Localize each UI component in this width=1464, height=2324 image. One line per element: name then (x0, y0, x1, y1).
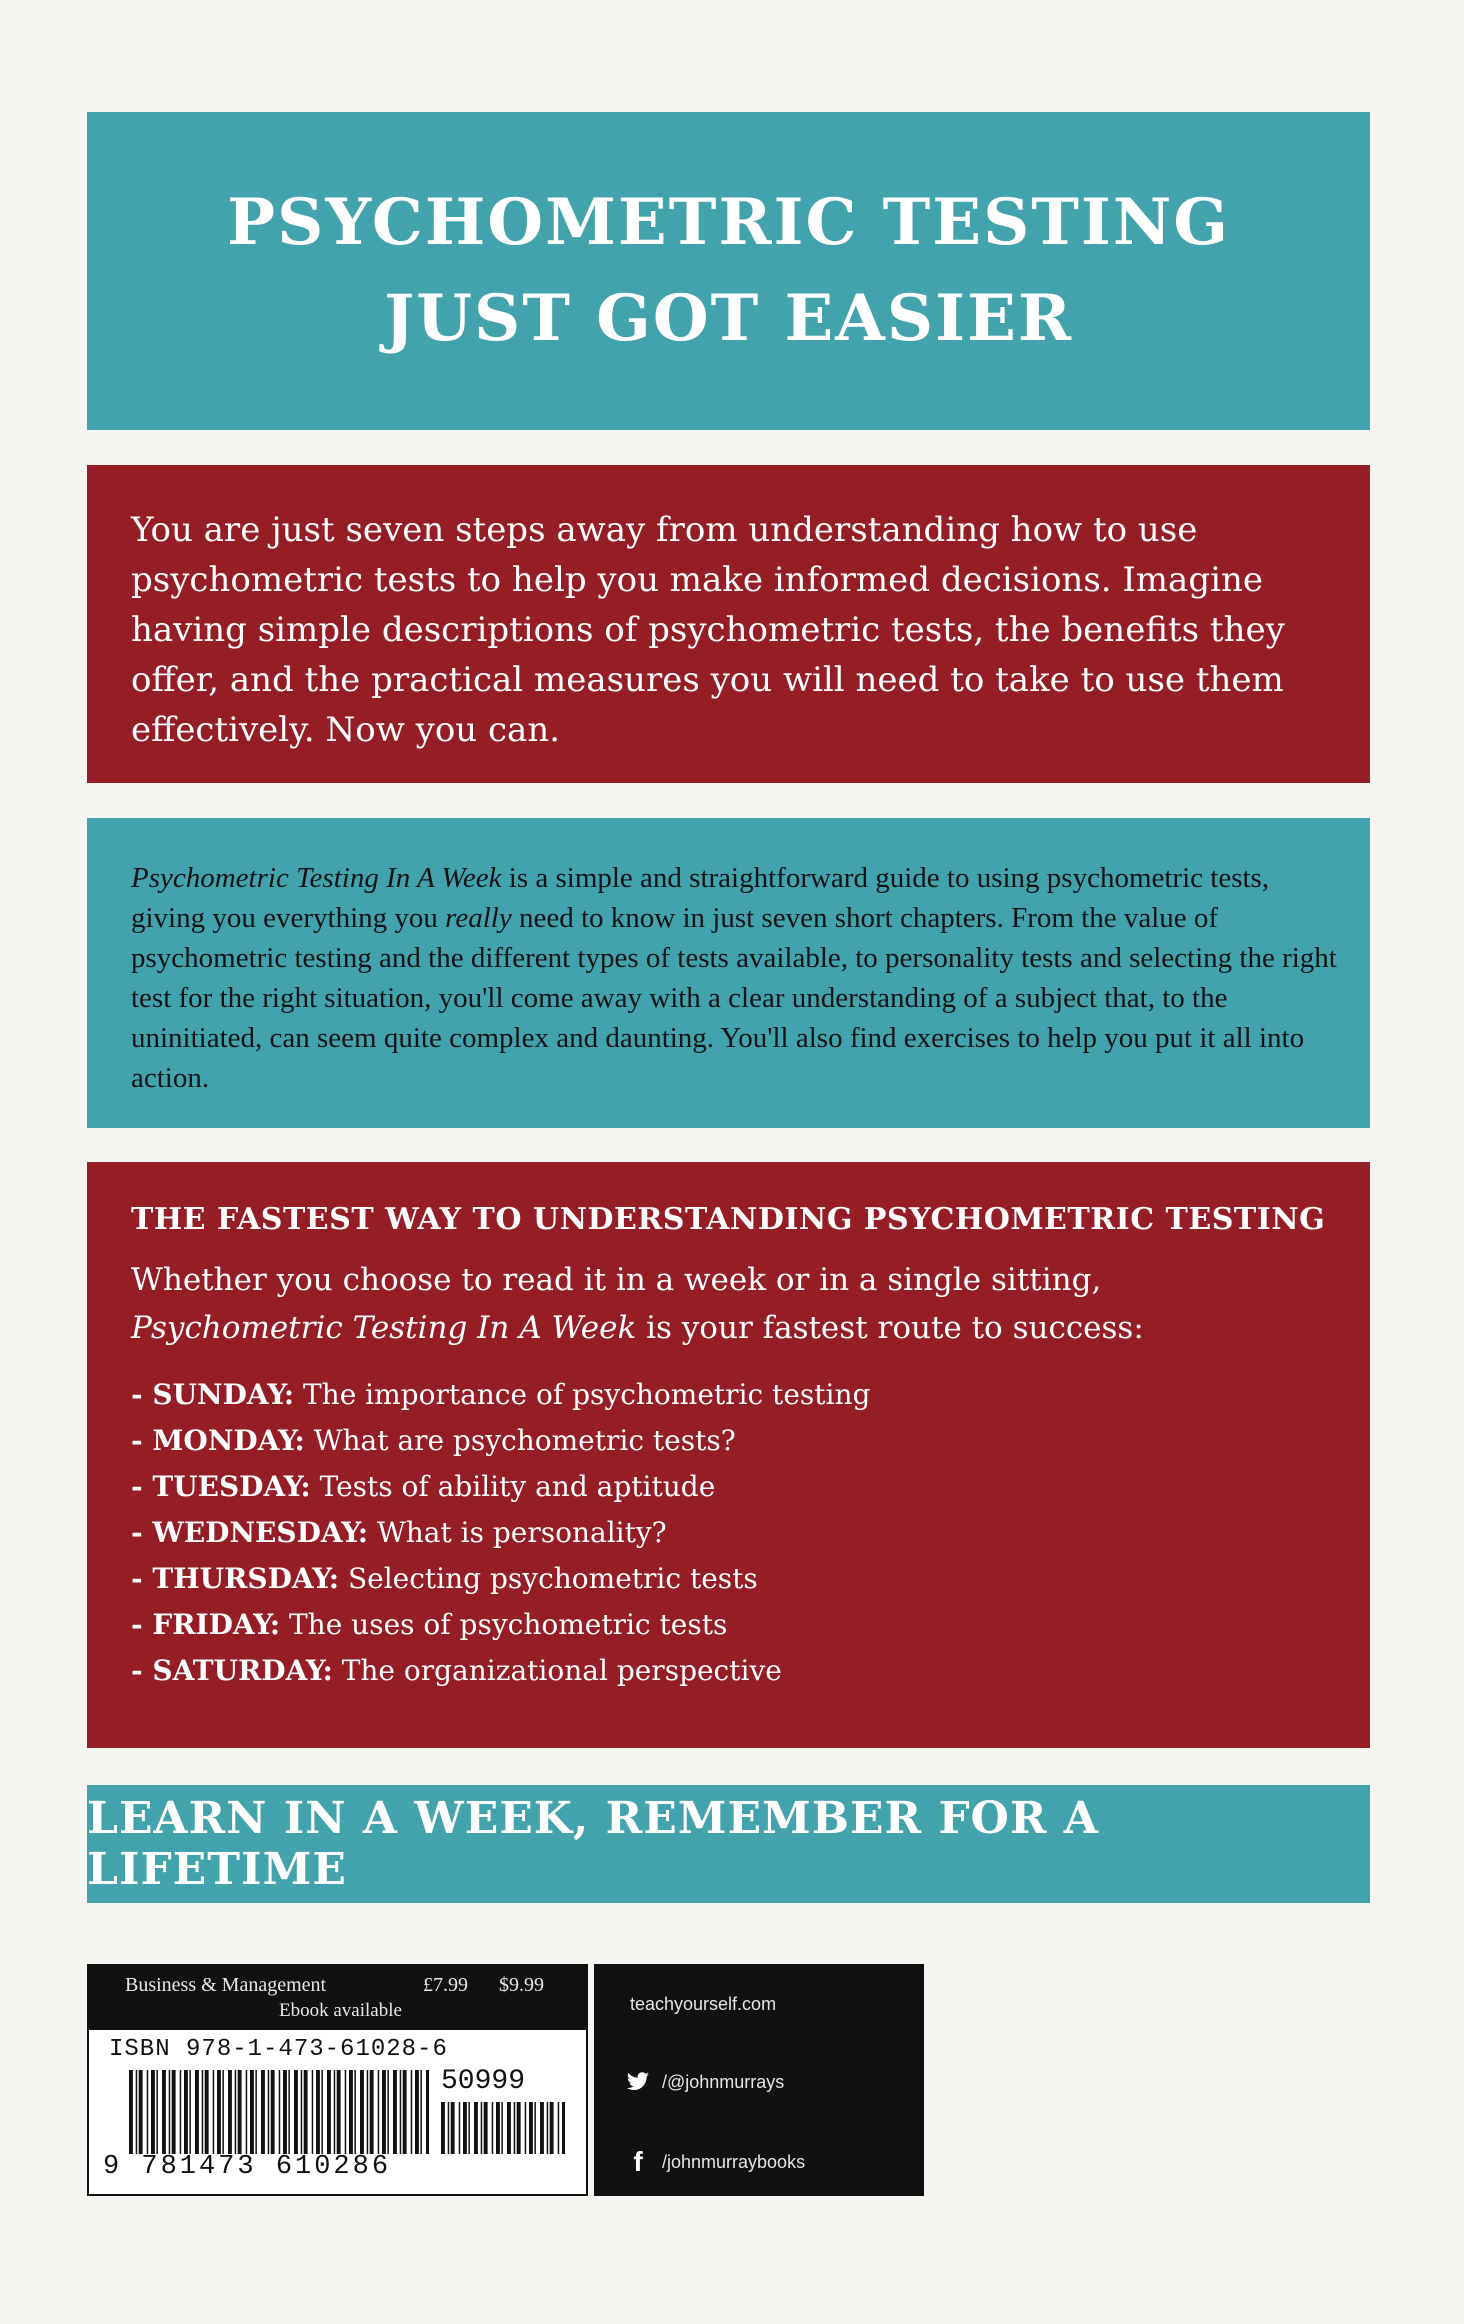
days-intro-part-1: Whether you choose to read it in a week or in a single sitting, (131, 1262, 1102, 1298)
barcode-bar (481, 2102, 483, 2154)
title-line-1: PSYCHOMETRIC TESTING (227, 185, 1230, 260)
barcode-bar (217, 2070, 221, 2154)
days-intro (131, 1256, 1330, 1352)
barcode-bar (156, 2070, 158, 2154)
barcode-bar (235, 2070, 237, 2154)
barcode-bar (304, 2070, 308, 2154)
barcode-bar (279, 2070, 281, 2154)
barcode-bar (334, 2070, 336, 2154)
barcode-bar (345, 2070, 347, 2154)
day-name: - FRIDAY: (131, 1608, 281, 1641)
barcode-bar (316, 2070, 320, 2154)
barcode-bar (448, 2102, 450, 2154)
barcode-bar (496, 2102, 500, 2154)
barcode-bar (514, 2102, 516, 2154)
days-panel (87, 1162, 1370, 1748)
barcode-bar (393, 2070, 397, 2154)
barcode-block (87, 1964, 588, 2196)
day-name: - MONDAY: (131, 1424, 305, 1457)
days-intro-book-title: Psychometric Testing In A Week (131, 1310, 637, 1346)
day-name: - SUNDAY: (131, 1378, 295, 1411)
facebook-f-icon: f (633, 2146, 643, 2177)
barcode-bar (202, 2070, 204, 2154)
day-name: - THURSDAY: (131, 1562, 340, 1595)
barcode-bar (169, 2070, 171, 2154)
day-topic: The importance of psychometric testing (294, 1378, 871, 1411)
website-link[interactable]: teachyourself.com (630, 1994, 777, 2014)
barcode-bar (213, 2070, 215, 2154)
barcode-bar (387, 2070, 389, 2154)
intro-panel (87, 465, 1370, 783)
barcode-bar (195, 2070, 199, 2154)
day-item-saturday (131, 1648, 1330, 1694)
twitter-handle: /@johnmurrays (662, 2071, 785, 2092)
barcode-bar (562, 2102, 565, 2154)
title-line-2: JUST GOT EASIER (383, 281, 1074, 356)
barcode-bar (268, 2070, 270, 2154)
barcode-bar (255, 2070, 257, 2154)
days-intro-part-2: is your fastest route to success: (636, 1310, 1144, 1346)
isbn-label: ISBN 978-1-473-61028-6 (109, 2036, 448, 2063)
barcode-bar (136, 2070, 138, 2154)
barcode-bar (327, 2070, 331, 2154)
barcode-bar (370, 2070, 374, 2154)
barcode-bar (420, 2070, 422, 2154)
barcode-bar (205, 2070, 209, 2154)
barcode-bar (534, 2102, 536, 2154)
barcode-bar (411, 2070, 413, 2154)
barcode-bar (507, 2102, 511, 2154)
description-text (131, 858, 1340, 1098)
barcode-bars (129, 2070, 429, 2154)
barcode-bar (250, 2070, 254, 2154)
barcode-bar (550, 2102, 554, 2154)
barcode-bar (426, 2070, 429, 2154)
price-gbp: £7.99 (423, 1974, 468, 1996)
barcode-bar (321, 2070, 323, 2154)
barcode-bar (492, 2102, 494, 2154)
tagline: LEARN IN A WEEK, REMEMBER FOR A LIFETIME (87, 1793, 1099, 1895)
description-part-2: need to know in just seven short chapters. From the value of psychometric testing and the different types of tests available, to personality tests and selecting the right test for the right situation, you'll come away with a clear understanding of a subject that, to the uninitiated, can seem quite complex and daunting. You'll also find exercises to help you put it all into action. (131, 902, 1337, 1094)
barcode-bar (403, 2070, 407, 2154)
facebook-handle: /johnmurraybooks (662, 2151, 806, 2172)
barcode-bar (246, 2070, 248, 2154)
barcode-bar (337, 2070, 341, 2154)
day-topic: Tests of ability and aptitude (310, 1470, 716, 1503)
barcode-bar (525, 2102, 527, 2154)
barcode-bar (517, 2102, 521, 2154)
barcode-bar (354, 2070, 356, 2154)
days-heading: THE FASTEST WAY TO UNDERSTANDING PSYCHOMETRIC TESTING (131, 1202, 1326, 1237)
barcode-bar (222, 2070, 224, 2154)
barcode-bar (349, 2070, 353, 2154)
barcode-bar (283, 2070, 287, 2154)
day-topic: The uses of psychometric tests (280, 1608, 728, 1641)
barcode-bar (294, 2070, 298, 2154)
day-item-friday (131, 1602, 1330, 1648)
price-strip (89, 1966, 586, 2030)
category-label: Business & Management (125, 1974, 327, 1996)
barcode-bar (378, 2070, 380, 2154)
barcode-bar (501, 2102, 503, 2154)
barcode-bar (400, 2070, 402, 2154)
day-item-monday (131, 1418, 1330, 1464)
day-name: - WEDNESDAY: (131, 1516, 369, 1549)
day-item-thursday (131, 1556, 1330, 1602)
barcode-bar (459, 2102, 461, 2154)
barcode-bar (301, 2070, 303, 2154)
tagline-panel (87, 1785, 1370, 1903)
description-panel (87, 818, 1370, 1128)
days-list (131, 1372, 1330, 1694)
addon-barcode-bars (441, 2102, 565, 2154)
barcode-bar (540, 2102, 544, 2154)
barcode-digits: 9 781473 610286 (103, 2152, 392, 2182)
barcode-bar (529, 2102, 533, 2154)
addon-number: 50999 (441, 2066, 526, 2097)
facebook-row[interactable] (626, 2146, 806, 2177)
barcode-bar (288, 2070, 290, 2154)
barcode-bar (271, 2070, 275, 2154)
barcode-bar (451, 2102, 455, 2154)
barcode-bar (147, 2070, 149, 2154)
description-part-1: is a simple and straightforward guide to using psychometric tests, giving you everything you (131, 862, 1270, 934)
day-topic: The organizational perspective (332, 1654, 782, 1687)
day-item-tuesday (131, 1464, 1330, 1510)
barcode-bar (184, 2070, 188, 2154)
barcode-bar (151, 2070, 155, 2154)
barcode-bar (558, 2102, 560, 2154)
barcode-bar (312, 2070, 314, 2154)
day-item-sunday (131, 1372, 1330, 1418)
price-usd: $9.99 (499, 1974, 544, 1996)
barcode-bar (228, 2070, 232, 2154)
barcode-bar (180, 2070, 182, 2154)
barcode-bar (547, 2102, 549, 2154)
intro-text: You are just seven steps away from understanding how to use psychometric tests to help you make informed decisions. Imagine having simple descriptions of psychometric tests, the benefits they offer, and the practical measures you will need to take to use them effectively. Now you can. (131, 510, 1285, 750)
day-name: - TUESDAY: (131, 1470, 311, 1503)
barcode-bar (162, 2070, 166, 2154)
day-name: - SATURDAY: (131, 1654, 333, 1687)
barcode-bar (474, 2102, 478, 2154)
twitter-bird-icon (626, 2070, 650, 2094)
social-block (594, 1964, 924, 2196)
title-panel (87, 112, 1370, 430)
twitter-row[interactable] (626, 2070, 784, 2094)
barcode-bar (238, 2070, 242, 2154)
barcode-bar (261, 2070, 265, 2154)
ebook-note: Ebook available (279, 2000, 402, 2021)
barcode-bar (172, 2070, 176, 2154)
barcode-bar (189, 2070, 191, 2154)
description-emphasis: really (445, 902, 512, 934)
barcode-bar (441, 2102, 445, 2154)
barcode-bar (468, 2102, 470, 2154)
day-topic: Selecting psychometric tests (339, 1562, 758, 1595)
day-topic: What is personality? (368, 1516, 667, 1549)
barcode-bar (139, 2070, 143, 2154)
day-item-wednesday (131, 1510, 1330, 1556)
barcode-bar (360, 2070, 364, 2154)
barcode-bar (382, 2070, 386, 2154)
book-title: Psychometric Testing In A Week (131, 862, 502, 894)
barcode-bar (463, 2102, 467, 2154)
barcode-bar (367, 2070, 369, 2154)
barcode-bar (415, 2070, 419, 2154)
day-topic: What are psychometric tests? (304, 1424, 736, 1457)
barcode-bar (129, 2070, 133, 2154)
barcode-bar (484, 2102, 488, 2154)
